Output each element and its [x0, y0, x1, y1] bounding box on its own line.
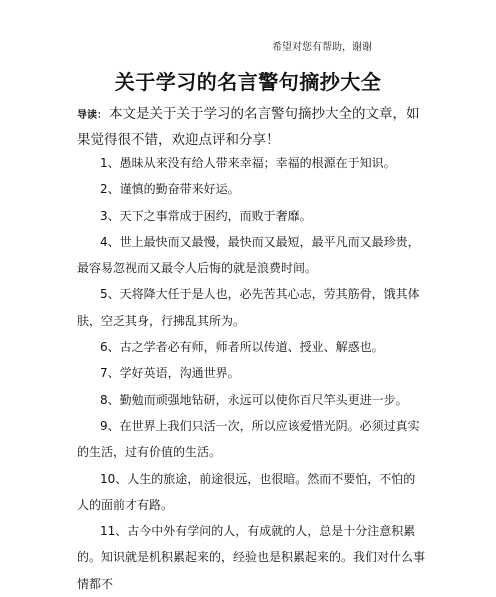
quote-item-10: 10、人生的旅途，前途很远，也很暗。然而不要怕，不怕的人的面前才有路。: [77, 471, 416, 512]
quote-item-7: 7、学好英语，沟通世界。: [100, 366, 240, 381]
quote-item-6: 6、古之学者必有师，师者所以传道、授业、解惑也。: [100, 340, 384, 355]
quote-item-4: 4、世上最快而又最慢，最快而又最短，最平凡而又最珍贵，最容易忽视而又最令人后悔的就是浪费时间。: [77, 234, 420, 276]
intro-text: 本文是关于关于学习的名言警句摘抄大全的文章，如果觉得很不错，欢迎点评和分享！: [77, 106, 420, 148]
quote-item-11: 11、古今中外有学问的人，有成就的人，总是十分注意积累的。知识就是机积累起来的，经验也是积累起来的。我们对什么事情都不: [77, 524, 426, 591]
quote-item-3: 3、天下之事常成于困约，而败于奢靡。: [100, 208, 312, 223]
intro-paragraph: [77, 102, 425, 153]
quote-list: [77, 150, 425, 597]
page-title: 关于学习的名言警句摘抄大全: [114, 70, 382, 94]
quote-item-1: 1、愚昧从来没有给人带来幸福；幸福的根源在于知识。: [100, 156, 396, 170]
quote-item-2: 2、谨慎的勤奋带来好运。: [100, 182, 240, 197]
quote-item-9: 9、在世界上我们只活一次，所以应该爱惜光阴。必须过真实的生活，过有价值的生活。: [77, 418, 420, 460]
header-note: 希望对您有帮助，谢谢: [272, 42, 372, 53]
quote-item-5: 5、天将降大任于是人也，必先苦其心志，劳其筋骨，饿其体肤，空乏其身，行拂乱其所为。: [77, 287, 420, 328]
quote-item-8: 8、勤勉而顽强地钻研，永远可以使你百尺竿头更进一步。: [100, 392, 408, 407]
intro-lead-label: 导读：: [77, 110, 107, 121]
